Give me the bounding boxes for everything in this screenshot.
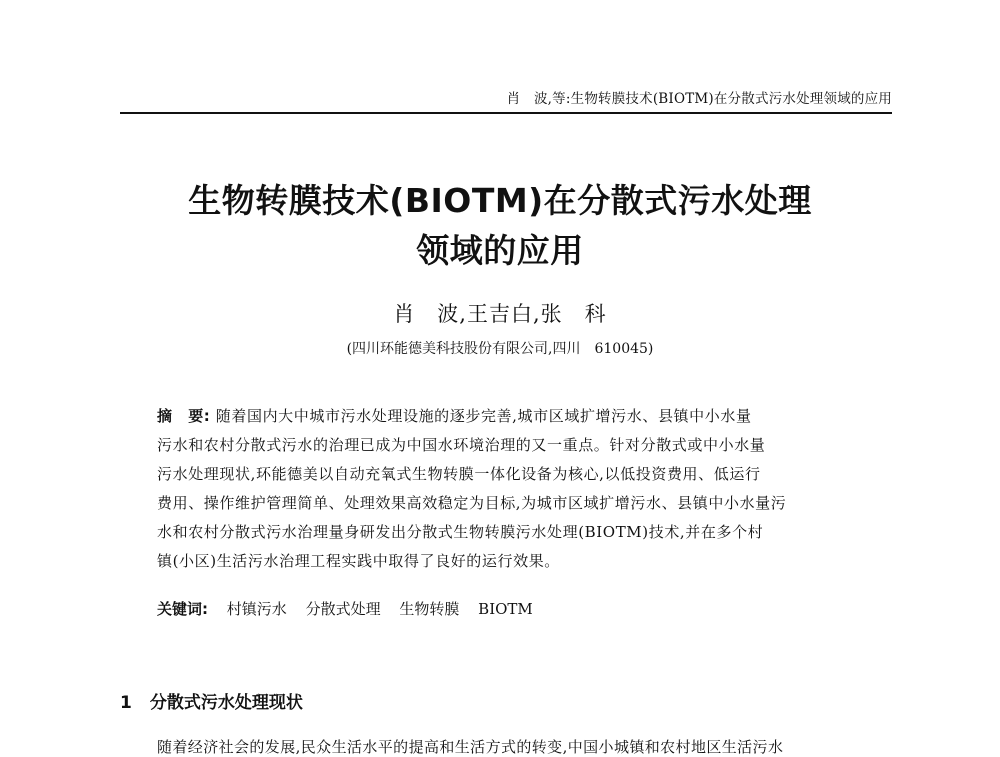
keyword-2: 分散式处理 bbox=[305, 600, 381, 618]
affiliation: (四川环能德美科技股份有限公司,四川 610045) bbox=[346, 341, 654, 357]
section-number: 1 bbox=[120, 693, 132, 713]
abstract bbox=[157, 402, 869, 576]
abstract-line-2: 污水和农村分散式污水的治理已成为中国水环境治理的又一重点。针对分散式或中小水量 bbox=[157, 436, 766, 454]
keyword-3: 生物转膜 bbox=[399, 600, 460, 618]
section-heading bbox=[120, 688, 303, 713]
paper-title bbox=[0, 176, 1000, 276]
abstract-line-4: 费用、操作维护管理简单、处理效果高效稳定为目标,为城市区域扩增污水、县镇中小水量污 bbox=[157, 494, 787, 512]
keyword-1: 村镇污水 bbox=[226, 600, 287, 618]
abstract-text-1: 随着国内大中城市污水处理设施的逐步完善,城市区域扩增污水、县镇中小水量 bbox=[215, 407, 752, 425]
abstract-line-1 bbox=[157, 402, 869, 431]
body-paragraph: 随着经济社会的发展,民众生活水平的提高和生活方式的转变,中国小城镇和农村地区生活污水 bbox=[157, 738, 784, 756]
keyword-4: BIOTM bbox=[478, 600, 533, 618]
header-rule bbox=[120, 112, 892, 114]
title-line-2: 领域的应用 bbox=[416, 231, 584, 270]
section-title: 分散式污水处理现状 bbox=[149, 693, 303, 713]
abstract-line-6: 镇(小区)生活污水治理工程实践中取得了良好的运行效果。 bbox=[157, 552, 560, 570]
keywords bbox=[157, 598, 533, 619]
authors: 肖 波,王吉白,张 科 bbox=[393, 302, 607, 326]
keywords-label: 关键词: bbox=[157, 600, 208, 618]
abstract-line-3: 污水处理现状,环能德美以自动充氧式生物转膜一体化设备为核心,以低投资费用、低运行 bbox=[157, 465, 761, 483]
running-header: 肖 波,等:生物转膜技术(BIOTM)在分散式污水处理领域的应用 bbox=[506, 91, 892, 107]
abstract-line-5: 水和农村分散式污水治理量身研发出分散式生物转膜污水处理(BIOTM)技术,并在多个村 bbox=[157, 523, 764, 541]
title-line-1: 生物转膜技术(BIOTM)在分散式污水处理 bbox=[188, 181, 812, 220]
abstract-label: 摘 要: bbox=[157, 407, 211, 425]
